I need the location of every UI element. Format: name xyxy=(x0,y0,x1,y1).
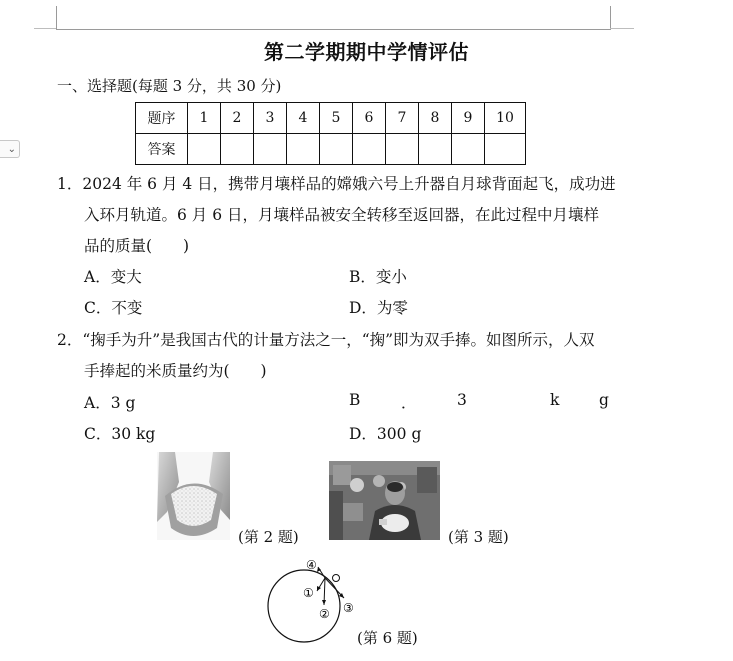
question-2-line-1: 2．“掬手为升”是我国古代的计量方法之一，“掬”即为双手捧。如图所示，人双 xyxy=(57,331,595,349)
question-2-option-a: A．3 g xyxy=(84,394,136,412)
figure-3-caption: (第 3 题) xyxy=(448,528,509,546)
answer-table-number: 9 xyxy=(452,103,485,134)
answer-table-number: 1 xyxy=(188,103,221,134)
answer-cell xyxy=(386,134,419,165)
orbit-diagram xyxy=(262,553,362,645)
question-1-line-1: 1．2024 年 6 月 4 日，携带月壤样品的嫦娥六号上升器自月球背面起飞，成功进 xyxy=(57,175,616,193)
answer-cell xyxy=(221,134,254,165)
answer-table-number: 5 xyxy=(320,103,353,134)
answer-table-number-row xyxy=(136,103,526,134)
question-1-option-c: C．不变 xyxy=(84,299,143,317)
figure-6-caption: (第 6 题) xyxy=(357,629,418,647)
section-heading: 一、选择题(每题 3 分，共 30 分) xyxy=(57,77,282,95)
astronaut-photo xyxy=(329,461,440,540)
orbit-label-1: ① xyxy=(303,586,314,600)
orbit-circle xyxy=(268,570,340,642)
question-2-option-b-unit-k: k xyxy=(550,391,560,409)
question-2-option-b-unit-g: g xyxy=(599,391,609,409)
hands-holding-rice-drawing xyxy=(157,452,230,540)
question-2-option-d: D．300 g xyxy=(349,425,422,443)
question-1-option-a: A．变大 xyxy=(84,268,142,286)
question-2-option-c: C．30 kg xyxy=(84,425,156,443)
answer-cell xyxy=(353,134,386,165)
answer-cell xyxy=(320,134,353,165)
question-1-option-b: B．变小 xyxy=(349,268,407,286)
answer-table-number: 3 xyxy=(254,103,287,134)
astronaut-drawing xyxy=(329,461,440,540)
orbiting-object xyxy=(333,575,340,582)
answer-cell xyxy=(254,134,287,165)
question-2-option-b-number: 3 xyxy=(457,391,467,409)
orbit-label-4: ④ xyxy=(306,558,317,572)
answer-table xyxy=(135,102,526,165)
orbit-label-2: ② xyxy=(319,607,330,621)
answer-table-number: 8 xyxy=(419,103,452,134)
page-margin-rule-left xyxy=(34,28,56,29)
question-1-line-2: 入环月轨道。6 月 6 日，月壤样品被安全转移至返回器，在此过程中月壤样 xyxy=(84,206,600,224)
question-1-line-3: 品的质量( ) xyxy=(84,237,190,255)
answer-table-number: 6 xyxy=(353,103,386,134)
question-2-option-b-letter: B xyxy=(349,391,361,409)
answer-cell xyxy=(452,134,485,165)
answer-table-answer-row xyxy=(136,134,526,165)
question-2-line-2: 手捧起的米质量约为( ) xyxy=(84,362,267,380)
hands-holding-rice-image xyxy=(157,452,230,540)
answer-table-number: 10 xyxy=(485,103,526,134)
chevron-down-icon: ⌄ xyxy=(7,143,16,155)
answer-cell xyxy=(419,134,452,165)
answer-table-answer-label: 答案 xyxy=(136,134,188,165)
question-1-option-d: D．为零 xyxy=(349,299,408,317)
page-header-rule xyxy=(56,6,611,30)
figure-2-caption: (第 2 题) xyxy=(238,528,299,546)
answer-table-header-label: 题序 xyxy=(136,103,188,134)
question-2-option-b-dot: ． xyxy=(401,394,417,412)
page-title: 第二学期期中学情评估 xyxy=(264,40,469,64)
answer-table-number: 7 xyxy=(386,103,419,134)
answer-cell xyxy=(287,134,320,165)
answer-cell xyxy=(188,134,221,165)
answer-table-number: 2 xyxy=(221,103,254,134)
answer-cell xyxy=(485,134,526,165)
answer-table-number: 4 xyxy=(287,103,320,134)
page-margin-rule-right xyxy=(610,28,634,29)
side-dropdown-toggle[interactable] xyxy=(0,140,20,158)
orbit-label-3: ③ xyxy=(343,601,354,615)
